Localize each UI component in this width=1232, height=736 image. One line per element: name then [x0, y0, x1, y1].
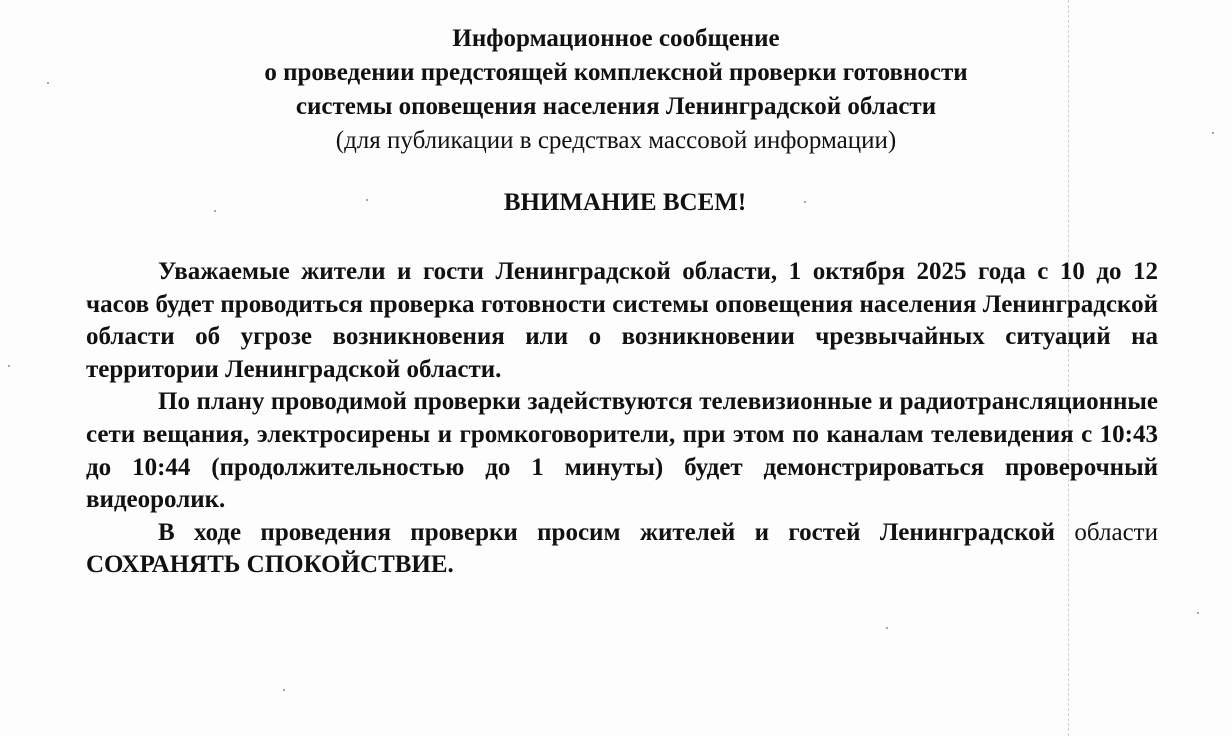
header-subtitle-line-2: системы оповещения населения Ленинградской области	[295, 93, 937, 120]
paragraph-announcement: Уважаемые жители и гости Ленинградской области, 1 октября 2025 года с 10 до 12 часов будет проводиться проверка готовности системы оповещения населения Ленинградской области об угрозе возникновения или о возникновении чрезвычайных ситуаций на территории Ленинградской области.	[86, 258, 1158, 383]
paragraph-plan: По плану проводимой проверки задействуются телевизионные и радиотрансляционные сети вещания, электросирены и громкоговорители, при этом по каналам телевидения с 10:43 до 10:44 (продолжительностью до 1 минуты) будет демонстрироваться проверочный видеоролик.	[86, 388, 1158, 514]
header-subtitle-line-1: о проведении предстоящей комплексной проверки готовности	[264, 59, 968, 86]
scan-speck	[1197, 612, 1199, 614]
attention-heading: ВНИМАНИЕ ВСЕМ!	[503, 189, 747, 216]
scan-speck	[283, 689, 285, 691]
document-header	[0, 22, 1232, 158]
document-body	[86, 256, 1158, 582]
request-emphasis: СОХРАНЯТЬ СПОКОЙСТВИЕ.	[86, 551, 454, 579]
request-text: В ходе проведения проверки просим жителей и гостей Ленинградской	[158, 518, 1056, 546]
paragraph-request	[86, 517, 1158, 582]
request-text-plain: области	[1074, 518, 1158, 546]
header-title: Информационное сообщение	[452, 25, 780, 52]
scan-speck	[886, 627, 888, 629]
header-note: (для публикации в средствах массовой информации)	[335, 127, 897, 154]
scan-speck	[8, 365, 10, 367]
